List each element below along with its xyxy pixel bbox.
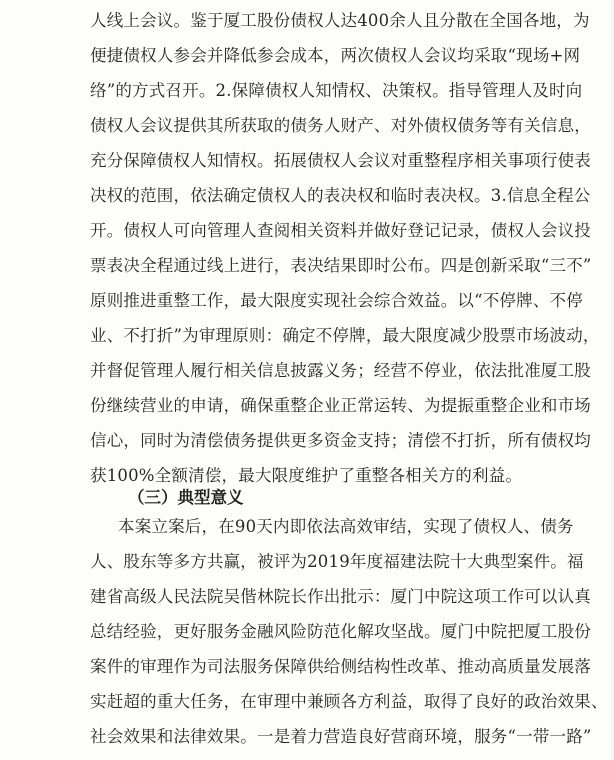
text-line: 本案立案后，在90天内即依法高效审结，实现了债权人、债务	[118, 517, 574, 536]
text-line: 案件的审理作为司法服务保障供给侧结构性改革、推动高质量发展落	[90, 657, 591, 676]
text-line: 社会效果和法律效果。一是着力营造良好营商环境，服务“一带一路”	[90, 727, 592, 746]
text-line: 份继续营业的申请，确保重整企业正常运转、为提振重整企业和市场	[90, 396, 591, 415]
text-line: 债权人会议提供其所获取的债务人财产、对外债权债务等有关信息，	[90, 116, 591, 135]
text-line: 实赶超的重大任务，在审理中兼顾各方利益，取得了良好的政治效果、	[90, 692, 608, 711]
scan-edge	[608, 0, 614, 760]
text-line: 便捷债权人参会并降低参会成本，两次债权人会议均采取“现场+网	[90, 46, 581, 65]
text-line: 票表决全程通过线上进行，表决结果即时公布。四是创新采取“三不”	[90, 256, 592, 275]
text-line: 人、股东等多方共赢，被评为2019年度福建法院十大典型案件。福	[90, 552, 584, 571]
text-line: 建省高级人民法院吴偕林院长作出批示：厦门中院这项工作可以认真	[90, 587, 591, 606]
text-line: 决权的范围，依法确定债权人的表决权和临时表决权。3.信息全程公	[90, 186, 591, 205]
text-line: 原则推进重整工作，最大限度实现社会综合效益。以“不停牌、不停	[90, 291, 583, 310]
text-line: 获100%全额清偿，最大限度维护了重整各相关方的利益。	[90, 466, 523, 485]
section-heading: （三）典型意义	[128, 488, 244, 507]
text-line: 信心，同时为清偿债务提供更多资金支持；清偿不打折，所有债权均	[90, 431, 591, 450]
text-line: 开。债权人可向管理人查阅相关资料并做好登记记录，债权人会议投	[90, 221, 591, 240]
text-line: 并督促管理人履行相关信息披露义务；经营不停业，依法批准厦工股	[90, 361, 591, 380]
text-line: 人线上会议。鉴于厦工股份债权人达400余人且分散在全国各地，为	[90, 11, 590, 30]
text-line: 充分保障债权人知情权。拓展债权人会议对重整程序相关事项行使表	[90, 151, 591, 170]
text-line: 业、不打折”为审理原则：确定不停牌，最大限度减少股票市场波动，	[90, 326, 600, 345]
text-line: 络”的方式召开。2.保障债权人知情权、决策权。指导管理人及时向	[90, 81, 583, 100]
text-line: 总结经验，更好服务金融风险防范化解攻坚战。厦门中院把厦工股份	[90, 622, 591, 641]
